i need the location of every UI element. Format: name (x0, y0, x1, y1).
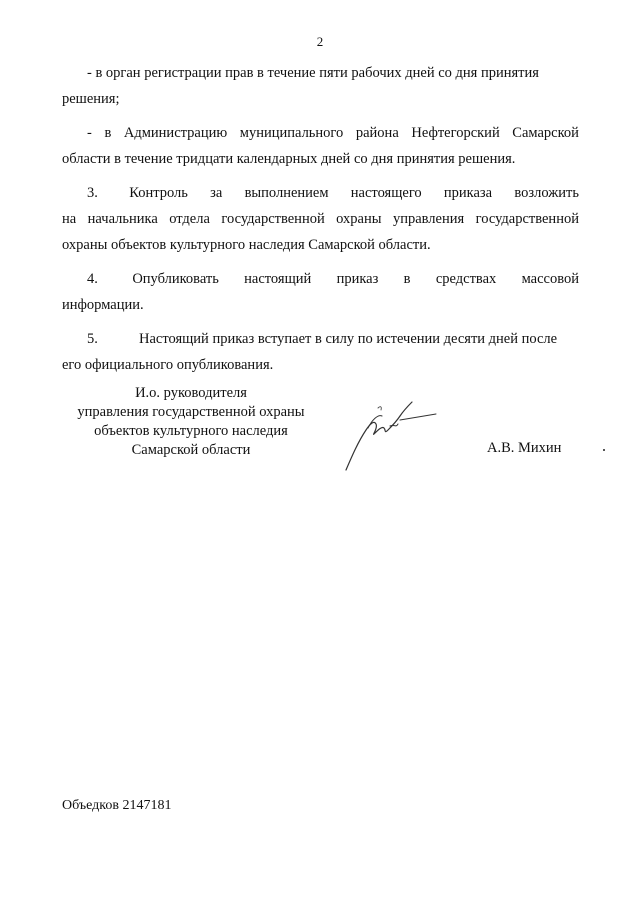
scan-speck (603, 449, 605, 451)
signatory-title-line: объектов культурного наследия (94, 423, 288, 439)
paragraph-registration (62, 60, 579, 112)
paragraph-control (62, 180, 579, 258)
paragraph-line-wrap (62, 326, 579, 352)
word: средствах (435, 271, 497, 287)
word: Контроль (129, 185, 188, 201)
word: приказа (443, 185, 493, 201)
paragraph-line: Настоящий приказ вступает в силу по истечении десяти дней после (139, 331, 558, 347)
executor-info: Объедков 2147181 (62, 798, 172, 813)
signatory-title-line: Самарской области (131, 442, 251, 458)
paragraph-line: - в орган регистрации прав в течение пяти рабочих дней со дня принятия (87, 65, 539, 81)
justified-line (62, 266, 579, 292)
word: муниципального (239, 125, 344, 141)
word: - (87, 125, 92, 141)
paragraph-line: решения; (62, 91, 120, 107)
word: района (355, 125, 399, 141)
paragraph-effective (62, 326, 579, 378)
signatory-title-line: управления государственной охраны (77, 404, 305, 420)
word: отдела (169, 211, 210, 227)
document-body (62, 60, 579, 378)
paragraph-line: области в течение тридцати календарных дней со дня принятия решения. (62, 151, 516, 167)
word: возложить (514, 185, 579, 201)
paragraph-line: его официального опубликования. (62, 357, 274, 373)
paragraph-publish (62, 266, 579, 318)
item-number: 5. (87, 331, 98, 347)
word: настоящего (350, 185, 422, 201)
word: в (403, 271, 411, 287)
paragraph-line: охраны объектов культурного наследия Самарской области. (62, 237, 431, 253)
word: на (62, 211, 77, 227)
justified-line (62, 120, 579, 146)
justified-line (62, 180, 579, 206)
word: управления (392, 211, 465, 227)
word: начальника (87, 211, 158, 227)
word: Нефтегорский (411, 125, 500, 141)
signatory-title-line: И.о. руководителя (135, 385, 247, 401)
paragraph-line: информации. (62, 297, 144, 313)
signer-name: А.В. Михин (487, 440, 562, 456)
word: Опубликовать (132, 271, 219, 287)
word: в (104, 125, 112, 141)
word: настоящий (244, 271, 312, 287)
item-number: 3. (87, 185, 98, 201)
word: государственной (475, 211, 579, 227)
word: охраны (336, 211, 382, 227)
word: массовой (521, 271, 579, 287)
page-number: 2 (316, 34, 324, 49)
handwritten-signature-icon (338, 398, 438, 474)
word: Администрацию (123, 125, 228, 141)
justified-line (62, 206, 579, 232)
word: приказ (336, 271, 379, 287)
word: за (210, 185, 223, 201)
word: государственной (221, 211, 325, 227)
word: Самарской (512, 125, 579, 141)
item-number: 4. (87, 271, 98, 287)
paragraph-administration (62, 120, 579, 172)
word: выполнением (244, 185, 329, 201)
signatory-title (62, 384, 320, 460)
